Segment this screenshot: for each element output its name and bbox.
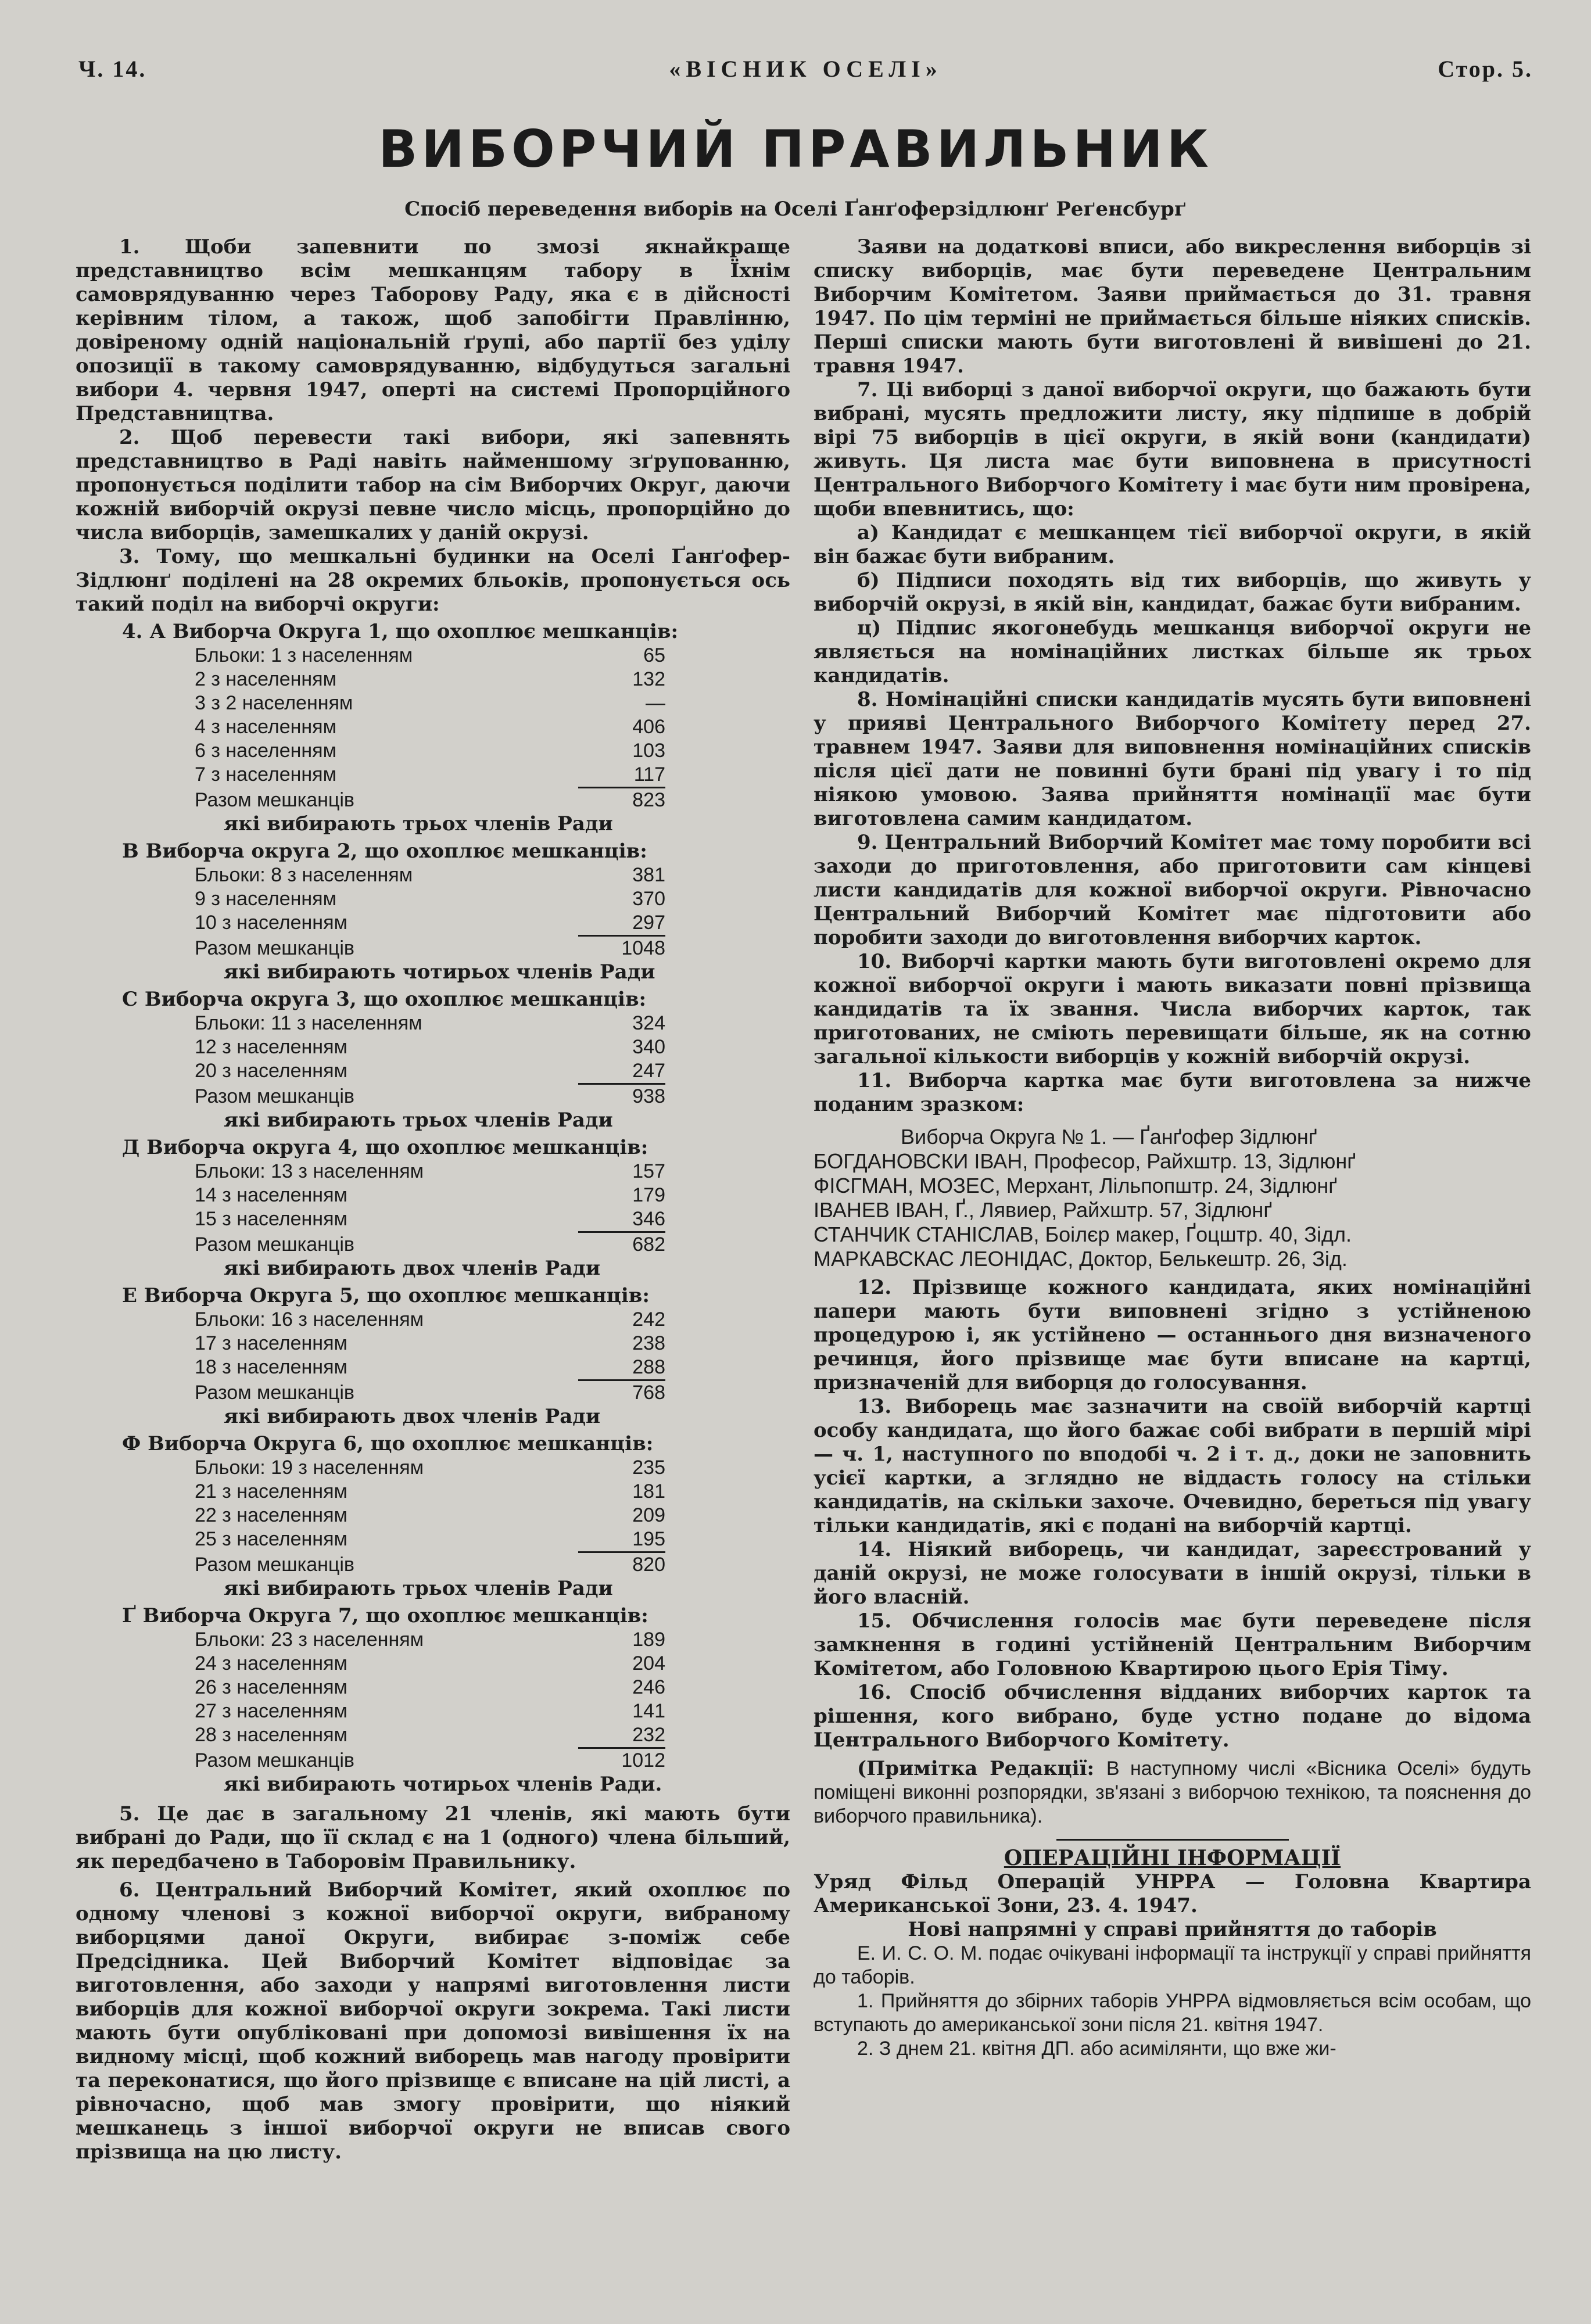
block-label: 4 з населенням [195,716,336,738]
district-total-label: Разом мешканців [195,1233,354,1256]
paragraph-11: 11. Виборча картка має бути виготовлена за нижче поданим зразком: [814,1069,1531,1116]
paragraph-6-continued: Заяви на додаткові вписи, або викреслення виборців зі списку виборців, має бути переведене Центральним Виборчим Комітетом. Заяви приймається до 31. травня 1947. По цім терміні не приймається більше ніяких списків. Перші списки мають бути виготовлені й вивішені до 21. травня 1947. [814,235,1531,378]
district-2 [76,840,790,984]
block-label: 21 з населенням [195,1480,347,1502]
district-3 [76,988,790,1132]
block-population: 340 [632,1036,665,1058]
district-total-label: Разом мешканців [195,1382,354,1404]
paragraph-1: 1. Щоби запевнити по змозі якнайкраще представництво всім мешканцям табору в Їхнім самоврядуванню через Таборову Раду, яка є в дійсності керівним тілом, а також, щоб запобігти Правлінню, довіреному одній національній ґрупі, або партії без уділу опозиції в такому самоврядуванню, відбудуться загальні вибори 4. червня 1947, оперті на системі Пропорційного Представництва. [76,235,790,425]
district-total-row [76,1749,790,1773]
block-row [76,1652,790,1676]
ballot-sample [814,1125,1531,1271]
district-heading: 4. А Виборча Округа 1, що охоплює мешканців: [122,620,679,643]
ballot-sample-line: БОГДАНОВСКИ ІВАН, Професор, Райхштр. 13, Зідлюнґ [814,1149,1356,1173]
operations-paragraph: 2. З днем 21. квітня ДП. або асимілянти, що вже жи- [857,2038,1336,2060]
block-population: 141 [632,1700,665,1722]
block-row [76,739,790,763]
issue-number: Ч. 14. [78,56,147,82]
district-total-row [76,1553,790,1577]
block-population: 103 [632,740,665,762]
ballot-sample-line: СТАНЧИК СТАНІСЛАВ, Боілєр макер, Ґоцштр. 40, Зідл. [814,1222,1352,1246]
section-divider [1056,1839,1289,1841]
ballot-sample-line: ФІСГМАН, МОЗЕС, Мерхант, Лільпопштр. 24, Зідлюнґ [814,1174,1338,1197]
running-header [78,55,1533,90]
block-population: 181 [632,1480,665,1502]
district-total-value: 820 [632,1554,665,1576]
block-label: Бльоки: 23 з населенням [195,1629,424,1651]
block-row [76,1207,790,1233]
block-population: 179 [632,1184,665,1206]
block-population: 247 [578,1059,665,1085]
block-population: 117 [578,763,665,788]
block-population: 406 [632,716,665,738]
block-population: 370 [632,888,665,910]
block-row [76,911,790,937]
block-label: Бльоки: 13 з населенням [195,1160,424,1182]
paragraph-10: 10. Виборчі картки мають бути виготовлені окремо для кожної виборчої округи і мають виказати повні прізвища кандидатів та їх звання. Числа виборчих карток, так приготованих, не сміють перевищати більше, як на сотню загальної кількости виборців у кожній виборчій окрузі. [814,950,1531,1068]
block-label: 24 з населенням [195,1652,347,1674]
district-seats: які вибирають двох членів Ради [224,1405,601,1428]
block-row [76,1059,790,1085]
paragraph-7b: б) Підписи походять від тих виборців, що живуть у виборчій окрузі, в якій він, кандидат, бажає бути вибраним. [814,569,1531,616]
block-population: 235 [632,1457,665,1479]
block-population: 288 [578,1355,665,1381]
block-population: 242 [632,1308,665,1330]
ballot-sample-line: МАРКАВСКАС ЛЕОНІДАС, Доктор, Белькештр. 26, Зід. [814,1247,1348,1271]
district-5 [76,1284,790,1429]
operations-source: Уряд Фільд Операцій УНРРА — Головна Квартира Американської Зони, 23. 4. 1947. [814,1870,1531,1917]
block-row [76,1480,790,1504]
district-total-value: 768 [632,1382,665,1404]
ballot-sample-line: ІВАНЕВ ІВАН, Ґ., Лявиер, Райхштр. 57, Зідлюнґ [814,1198,1273,1222]
block-row [76,1676,790,1699]
block-row [76,1012,790,1035]
paragraph-12: 12. Прізвище кожного кандидата, яких номінаційні папери мають бути виповнені згідно з устійненою процедурою і, як устійнено — останнього дня визначеного речинця, його прізвище має бути вписане на картці, призначеній для виборця до голосування. [814,1276,1531,1394]
block-row [76,1723,790,1749]
paragraph-8: 8. Номінаційні списки кандидатів мусять бути виповнені у прияві Центрального Виборчого Комітету перед 27. травнем 1947. Заяви для виповнення номінаційних списків після цієї дати не повинні бути брані під увагу і то під ніякою умовою. Заява прийняття номінації має бути виготовлена самим кандидатом. [814,688,1531,830]
paragraph-2: 2. Щоб перевести такі вибори, які запевнять представництво в Раді навіть найменшому зґрупованню, пропонується поділити табор на сім Виборчих Округ, даючи кожній виборчій окрузі певне число місць, пропорційно до числа виборців, замешкалих у даній окрузі. [76,426,790,544]
right-column [814,235,1531,2061]
block-row [76,1628,790,1652]
page-number: Стор. 5. [1438,56,1533,82]
block-row [76,1504,790,1527]
operations-subheading: Нові напрямні у справі прийняття до таборів [908,1918,1437,1941]
district-seats: які вибирають трьох членів Ради [224,812,613,835]
district-total-row [76,937,790,960]
district-seats: які вибирають трьох членів Ради [224,1109,613,1132]
block-label: 27 з населенням [195,1700,347,1722]
ballot-sample-line: Виборча Округа № 1. — Ґанґофер Зідлюнґ [901,1125,1317,1149]
block-population: 157 [632,1160,665,1182]
block-label: 15 з населенням [195,1208,347,1230]
block-population: 346 [578,1207,665,1233]
paragraph-3: 3. Тому, що мешкальні будинки на Оселі Ґанґофер-Зідлюнґ поділені на 28 окремих бльоків, пропонується ось такий поділ на виборчі округи: [76,545,790,616]
editor-note [814,1757,1531,1828]
block-row [76,887,790,911]
district-total-label: Разом мешканців [195,789,354,811]
block-row [76,644,790,668]
paragraph-15: 15. Обчислення голосів має бути переведене після замкнення в годині устійненій Центральним Виборчим Комітетом, або Головною Квартирою цього Ерія Тіму. [814,1609,1531,1680]
block-label: 3 з 2 населенням [195,692,353,714]
article-title: ВИБОРЧИЙ ПРАВИЛЬНИК [378,119,1213,179]
editor-note-body: В наступному числі «Вісника Оселі» будуть поміщені виконні розпорядки, зв'язані з виборчою технікою, та пояснення до виборчого правильника). [814,1758,1531,1827]
operations-paragraph: Е. И. С. О. М. подає очікувані інформації та інструкції у справі прийняття до таборів. [814,1942,1531,1988]
district-total-label: Разом мешканців [195,1749,354,1771]
paragraph-7: 7. Ці виборці з даної виборчої округи, що бажають бути вибрані, мусять предложити листу, яку підпише в добрій вірі 75 виборців в цієї округи, в якій вони (кандидати) живуть. Ця листа має бути виповнена в присутності Центрального Виборчого Комітету і має бути ним провірена, щоби впевнитись, що: [814,378,1531,521]
block-population: 189 [632,1629,665,1651]
block-row [76,1160,790,1183]
block-label: 26 з населенням [195,1676,347,1698]
district-6 [76,1432,790,1601]
block-population: — [646,692,665,714]
district-total-row [76,1085,790,1109]
district-seats: які вибирають чотирьох членів Ради. [224,1773,662,1796]
district-heading: Ф Виборча Округа 6, що охоплює мешканців: [122,1432,654,1455]
left-column [76,235,790,2164]
operations-info-heading: ОПЕРАЦІЙНІ ІНФОРМАЦІЇ [1004,1846,1341,1870]
block-row [76,1456,790,1480]
paragraph-14: 14. Ніякий виборець, чи кандидат, зареєстрований у даній окрузі, не може голосувати в іншій окрузі, тільки в його власній. [814,1538,1531,1609]
block-row [76,1699,790,1723]
district-heading: С Виборча округа 3, що охоплює мешканців: [122,988,647,1011]
block-label: Бльоки: 8 з населенням [195,864,413,886]
district-total-value: 1012 [621,1749,665,1771]
block-row [76,715,790,739]
district-total-label: Разом мешканців [195,937,354,959]
district-seats: які вибирають трьох членів Ради [224,1577,613,1600]
block-label: 12 з населенням [195,1036,347,1058]
article-subtitle: Спосіб переведення виборів на Оселі Ґанґоферзідлюнґ Реґенсбурґ [404,198,1187,221]
paragraph-16: 16. Спосіб обчислення відданих виборчих карток та рішення, кого вибрано, буде устно подане до відома Центрального Виборчого Комітету. [814,1681,1531,1752]
district-total-value: 823 [632,789,665,811]
district-seats: які вибирають чотирьох членів Ради [224,960,655,984]
block-label: 25 з населенням [195,1528,347,1550]
newspaper-name: «ВІСНИК ОСЕЛІ» [669,56,943,82]
block-label: 18 з населенням [195,1356,347,1378]
block-label: 20 з населенням [195,1060,347,1082]
block-label: Бльоки: 11 з населенням [195,1012,422,1034]
block-population: 132 [632,668,665,690]
block-row [76,691,790,715]
block-label: Бльоки: 16 з населенням [195,1308,424,1330]
district-total-label: Разом мешканців [195,1554,354,1576]
block-label: 10 з населенням [195,912,347,934]
block-label: 22 з населенням [195,1504,347,1526]
district-total-value: 938 [632,1085,665,1107]
block-row [76,863,790,887]
block-population: 246 [632,1676,665,1698]
paragraph-9: 9. Центральний Виборчий Комітет має тому поробити всі заходи до приготовлення, або приготовити сам кінцеві листи кандидатів для кожної виборчої округи. Рівночасно Центральний Виборчий Комітет має підготовити або поробити заходи до виготовлення виборчих карток. [814,831,1531,949]
block-row [76,1527,790,1553]
district-total-value: 682 [632,1233,665,1256]
district-seats: які вибирають двох членів Ради [224,1257,601,1280]
block-label: 9 з населенням [195,888,336,910]
block-row [76,763,790,788]
district-heading: Д Виборча округа 4, що охоплює мешканців: [122,1136,648,1159]
block-population: 65 [643,644,665,666]
operations-paragraph: 1. Прийняття до збірних таборів УНРРА відмовляється всім особам, що вступають до американської зони після 21. квітня 1947. [814,1990,1531,2036]
district-7 [76,1604,790,1796]
block-row [76,1332,790,1355]
district-total-row [76,788,790,812]
block-population: 238 [632,1332,665,1354]
block-population: 324 [632,1012,665,1034]
district-heading: Ґ Виборча Округа 7, що охоплює мешканців: [122,1604,648,1627]
district-heading: Е Виборча Округа 5, що охоплює мешканців: [122,1284,650,1307]
block-row [76,1308,790,1332]
block-label: 2 з населенням [195,668,336,690]
paragraph-7c: ц) Підпис якогонебудь мешканця виборчої округи не являється на номінаційних листках більше як трьох кандидатів. [814,616,1531,687]
block-population: 204 [632,1652,665,1674]
district-total-row [76,1233,790,1257]
block-label: 28 з населенням [195,1724,347,1746]
block-label: 14 з населенням [195,1184,347,1206]
block-population: 209 [632,1504,665,1526]
paragraph-6: 6. Центральний Виборчий Комітет, який охоплює по одному членові з кожної виборчої округи, вибраному виборцями даної Округи, вибирає з-поміж себе Предсідника. Цей Виборчий Комітет відповідає за виготовлення, або заходи у напрямі виготовлення листи виборців для кожної виборчої округи зокрема. Такі листи мають бути опубліковані при допомозі вивішення їх на видному місці, щоб кожний виборець мав нагоду провірити та переконатися, що його прізвище є вписане на цій листі, а рівночасно, щоб мав змогу провірити, що ніякий мешканець з іншої виборчої округи не вписав свого прізвища на цю листу. [76,1878,790,2164]
district-total-value: 1048 [621,937,665,959]
district-1 [76,620,790,836]
editor-note-head: (Примітка Редакції: [857,1757,1095,1780]
block-row [76,1035,790,1059]
district-4 [76,1136,790,1281]
block-row [76,1355,790,1381]
district-heading: В Виборча округа 2, що охоплює мешканців: [122,840,647,863]
district-total-row [76,1381,790,1405]
block-population: 195 [578,1527,665,1553]
block-population: 297 [578,911,665,937]
paragraph-5: 5. Це дає в загальному 21 членів, які мають бути вибрані до Ради, що її склад є на 1 (одного) члена більший, як передбачено в Таборовім Правильнику. [76,1802,790,1873]
block-label: 6 з населенням [195,740,336,762]
block-row [76,668,790,691]
block-population: 232 [578,1723,665,1749]
block-label: 17 з населенням [195,1332,347,1354]
block-label: Бльоки: 1 з населенням [195,644,413,666]
district-total-label: Разом мешканців [195,1085,354,1107]
block-population: 381 [632,864,665,886]
block-row [76,1183,790,1207]
paragraph-13: 13. Виборець має зазначити на своїй виборчій картці особу кандидата, що його бажає собі вибрати в першій мірі — ч. 1, наступного по вподобі ч. 2 і т. д., доки не заповнить усієї картки, а зглядно не віддасть голосу на стільки кандидатів, на скільки захоче. Очевидно, береться під увагу тільки кандидатів, які є подані на виборчій картці. [814,1395,1531,1537]
paragraph-7a: а) Кандидат є мешканцем тієї виборчої округи, в якій він бажає бути вибраним. [814,521,1531,568]
block-label: Бльоки: 19 з населенням [195,1457,424,1479]
block-label: 7 з населенням [195,763,336,786]
